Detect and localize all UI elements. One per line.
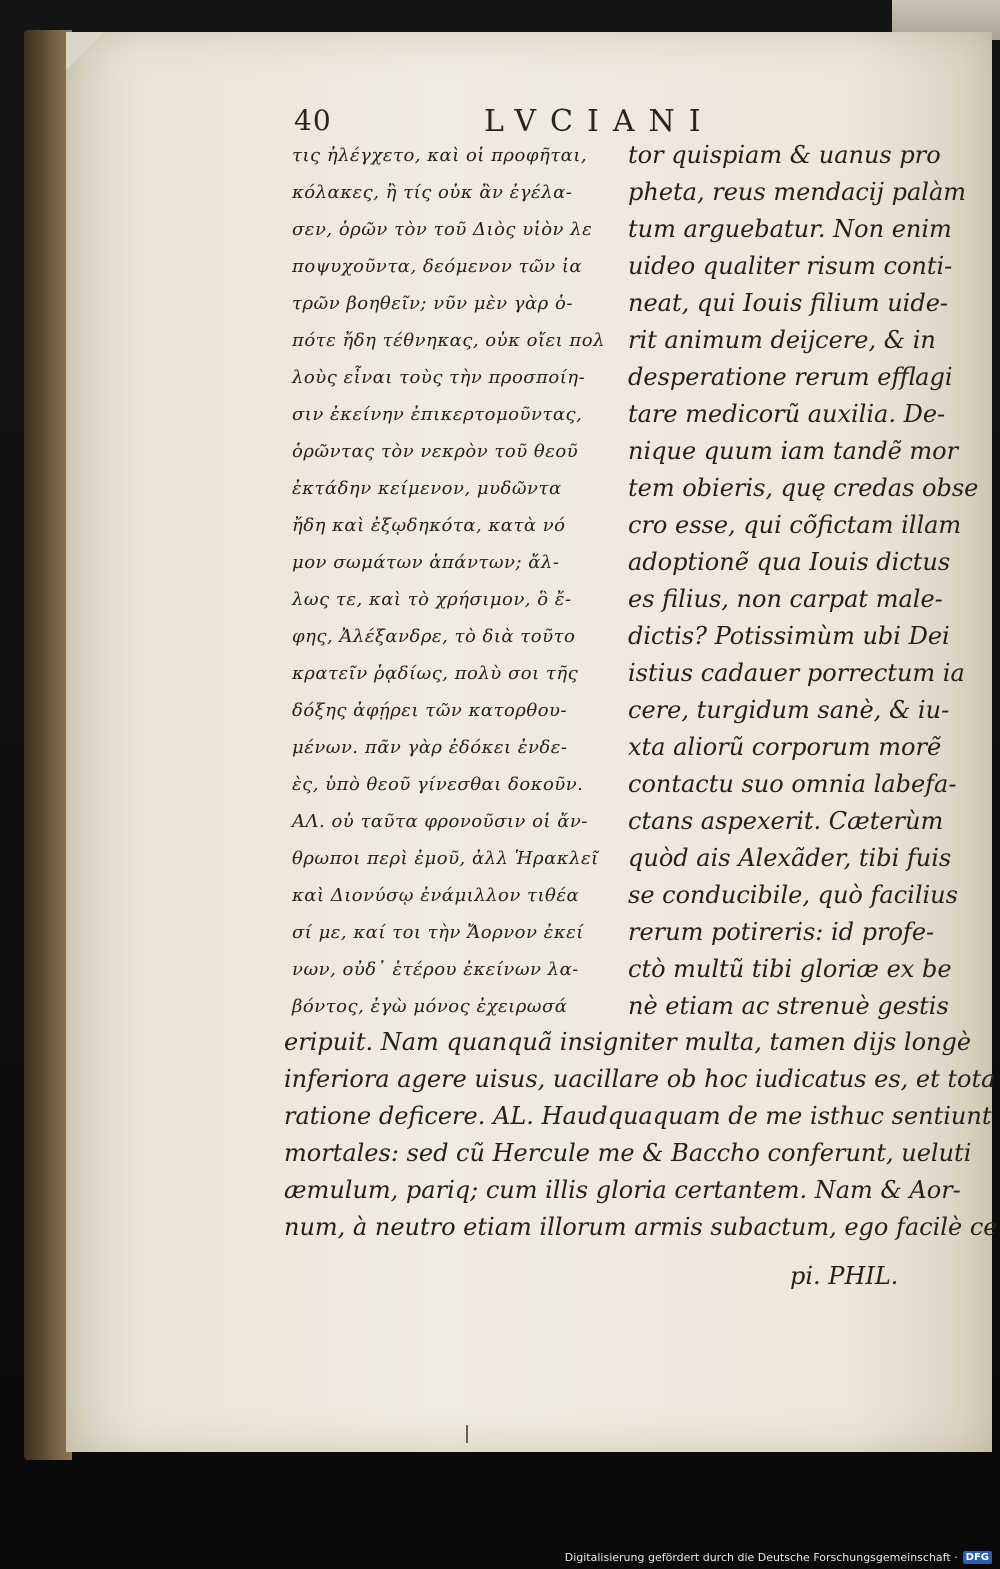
greek-line: ΑΛ. οὐ ταῦτα φρονοῦσιν οἱ ἄν- — [292, 811, 588, 832]
latin-full-line: num, à neutro etiam illorum armis subactum, ego facilè ce — [284, 1213, 998, 1241]
greek-line: μον σωμάτων ἁπάντων; ἄλ- — [292, 552, 560, 573]
latin-line: istius cadauer porrectum ia — [628, 659, 965, 687]
latin-line: neat, qui Iouis filium uide- — [628, 289, 949, 317]
latin-line: pheta, reus mendacij palàm — [628, 178, 967, 206]
greek-line: ἤδη καὶ ἐξῳδηκότα, κατὰ νό — [292, 515, 566, 536]
latin-line: ctò multũ tibi gloriæ ex be — [628, 955, 952, 983]
latin-line: tum arguebatur. Non enim — [628, 215, 952, 243]
greek-line: μένων. πᾶν γὰρ ἐδόκει ἐνδε- — [292, 737, 568, 758]
page-number: 40 — [294, 104, 332, 137]
page-corner-fold — [66, 32, 104, 70]
digitization-footer — [560, 1545, 1000, 1569]
greek-line: κρατεῖν ῥᾳδίως, πολὺ σοι τῆς — [292, 663, 579, 684]
latin-line: cere, turgidum sanè, & iu- — [628, 696, 950, 724]
greek-line: ὁρῶντας τὸν νεκρὸν τοῦ θεοῦ — [292, 441, 579, 462]
latin-line: se conducibile, quò facilius — [628, 881, 958, 909]
latin-line: nique quum iam tandẽ mor — [628, 437, 959, 465]
latin-full-line: ratione deficere. AL. Haudquaquam de me isthuc sentiunt — [284, 1102, 992, 1130]
footer-credit-text: Digitalisierung gefördert durch die Deutsche Forschungsgemeinschaft · — [564, 1550, 958, 1564]
latin-full-line: inferiora agere uisus, uacillare ob hoc iudicatus es, et tota — [284, 1065, 996, 1093]
greek-line: νων, οὐδ᾽ ἑτέρου ἐκείνων λα- — [292, 959, 579, 980]
latin-line: xta aliorũ corporum morẽ — [628, 733, 942, 761]
greek-line: λως τε, καὶ τὸ χρήσιμον, ὃ ἔ- — [292, 589, 572, 610]
latin-line: es filius, non carpat male- — [628, 585, 943, 613]
greek-line: κόλακες, ἢ τίς οὐκ ἂν ἐγέλα- — [292, 182, 573, 203]
latin-line: rerum potireris: id profe- — [628, 918, 935, 946]
latin-line: cro esse, qui cõfictam illam — [628, 511, 962, 539]
latin-line: uideo qualiter risum conti- — [628, 252, 953, 280]
greek-line: τρῶν βοηθεῖν; νῦν μὲν γὰρ ὁ- — [292, 293, 573, 314]
catchword: pi. PHIL. — [790, 1262, 899, 1290]
latin-full-width-text — [284, 1024, 998, 1246]
latin-line: dictis? Potissimùm ubi Dei — [628, 622, 950, 650]
greek-line: τις ἠλέγχετο, καὶ οἱ προφῆται, — [292, 145, 588, 166]
latin-full-line: mortales: sed cũ Hercule me & Baccho conferunt, ueluti — [284, 1139, 972, 1167]
greek-line: δόξης ἀφῄρει τῶν κατορθου- — [292, 700, 568, 721]
latin-line: contactu suo omnia labefa- — [628, 770, 957, 798]
latin-full-line: æmulum, pariq; cum illis gloria certantem. Nam & Aor- — [284, 1176, 961, 1204]
greek-text-column — [292, 137, 606, 1025]
latin-line: nè etiam ac strenuè gestis — [628, 992, 949, 1020]
greek-line: θρωποι περὶ ἐμοῦ, ἀλλ Ἡρακλεῖ — [292, 848, 599, 869]
latin-line: desperatione rerum efflagi — [628, 363, 953, 391]
greek-line: πότε ἤδη τέθνηκας, οὐκ οἴει πολ — [292, 330, 606, 351]
latin-full-line: eripuit. Nam quanquã insigniter multa, tamen dijs longè — [284, 1028, 972, 1056]
latin-line: tor quispiam & uanus pro — [628, 141, 941, 169]
latin-line: quòd ais Alexãder, tibi fuis — [628, 844, 952, 872]
latin-line: rit animum deijcere, & in — [628, 326, 936, 354]
greek-line: λοὺς εἶναι τοὺς τὴν προσποίη- — [292, 367, 586, 388]
latin-line: tem obieris, quę credas obse — [628, 474, 979, 502]
greek-line: σί με, καί τοι τὴν Ἄορνον ἐκεί — [292, 922, 584, 943]
running-head: LVCIANI — [484, 104, 715, 139]
greek-line: ἐκτάδην κείμενον, μυδῶντα — [292, 478, 562, 499]
latin-line: ctans aspexerit. Cæterùm — [628, 807, 944, 835]
greek-line: σιν ἐκείνην ἐπικερτομοῦντας, — [292, 404, 583, 425]
greek-line: φης, Ἀλέξανδρε, τὸ διὰ τοῦτο — [292, 626, 576, 647]
greek-line: ποψυχοῦντα, δεόμενον τῶν ἰα — [292, 256, 583, 277]
latin-line: tare medicorũ auxilia. De- — [628, 400, 946, 428]
book-spine — [24, 30, 72, 1460]
dfg-logo-icon: DFG — [963, 1551, 992, 1564]
latin-line: adoptionẽ qua Iouis dictus — [628, 548, 951, 576]
greek-line: σεν, ὁρῶν τὸν τοῦ Διὸς υἱὸν λε — [292, 219, 593, 240]
page-mark — [466, 1425, 468, 1443]
latin-text-column — [628, 137, 979, 1025]
greek-line: καὶ Διονύσῳ ἐνάμιλλον τιθέα — [292, 885, 580, 906]
greek-line: ὲς, ὑπὸ θεοῦ γίνεσθαι δοκοῦν. — [292, 774, 584, 795]
greek-line: βόντος, ἐγὼ μόνος ἐχειρωσά — [292, 996, 568, 1017]
